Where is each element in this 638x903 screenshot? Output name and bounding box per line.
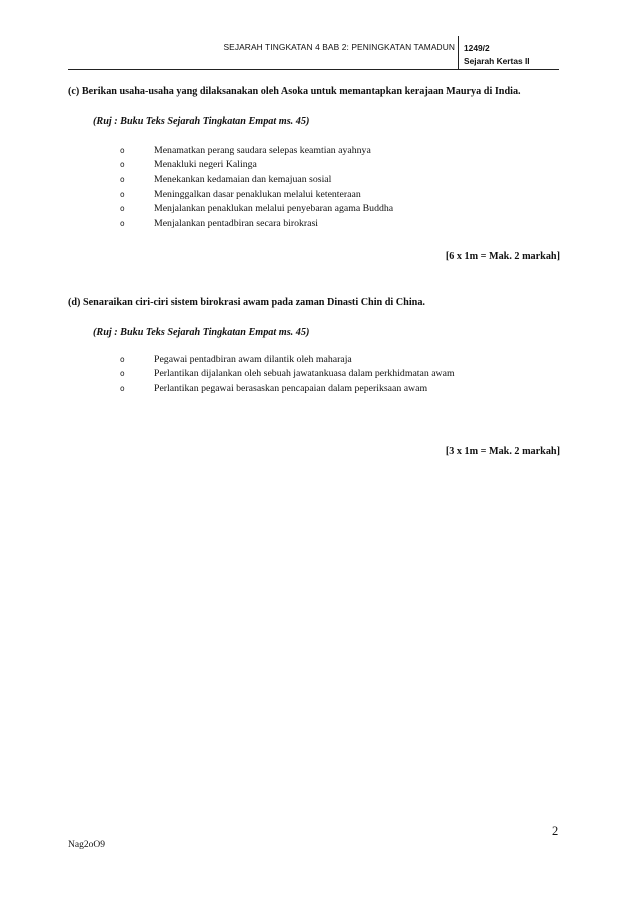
bullet-icon: o (120, 145, 125, 155)
list-item (120, 367, 455, 382)
answer-text: Menekankan kedamaian dan kemajuan sosial (154, 173, 332, 185)
bullet-icon: o (120, 383, 125, 393)
answer-text: Menjalankan pentadbiran secara birokrasi (154, 217, 319, 229)
bullet-icon: o (120, 174, 125, 184)
question-d: (d) Senaraikan ciri-ciri sistem birokrasi awam pada zaman Dinasti Chin di China. (68, 297, 425, 308)
answer-text: Meninggalkan dasar penaklukan melalui ketenteraan (154, 188, 361, 200)
marks-c: [6 x 1m = Mak. 2 markah] (445, 251, 560, 262)
answer-list-d (120, 352, 455, 396)
list-item (120, 158, 393, 173)
answer-text: Menamatkan perang saudara selepas keamtian ayahnya (154, 144, 371, 156)
footer-code: Nag2oO9 (68, 840, 105, 850)
header-divider (458, 36, 459, 69)
bullet-icon: o (120, 218, 125, 228)
header-rule (68, 69, 559, 70)
answer-text: Menjalankan penaklukan melalui penyebaran agama Buddha (154, 203, 394, 215)
bullet-icon: o (120, 354, 125, 364)
reference-d: (Ruj : Buku Teks Sejarah Tingkatan Empat ms. 45) (93, 327, 310, 338)
answer-text: Perlantikan pegawai berasaskan pencapaian dalam peperiksaan awam (154, 382, 428, 394)
answer-text: Menakluki negeri Kalinga (154, 159, 257, 171)
marks-d: [3 x 1m = Mak. 2 markah] (445, 446, 560, 457)
page-number: 2 (552, 824, 559, 838)
list-item (120, 187, 393, 202)
bullet-icon: o (120, 369, 125, 379)
paper-code: 1249/2 (464, 43, 490, 53)
bullet-icon: o (120, 204, 125, 214)
bullet-icon: o (120, 189, 125, 199)
list-item (120, 352, 455, 367)
list-item (120, 381, 455, 396)
reference-c: (Ruj : Buku Teks Sejarah Tingkatan Empat ms. 45) (93, 116, 310, 127)
list-item (120, 201, 393, 216)
list-item (120, 172, 393, 187)
list-item (120, 216, 393, 231)
answer-list-c (120, 143, 393, 231)
list-item (120, 143, 393, 158)
header-code-block (464, 42, 530, 68)
answer-text: Pegawai pentadbiran awam dilantik oleh maharaja (154, 353, 352, 365)
answer-text: Perlantikan dijalankan oleh sebuah jawatankuasa dalam perkhidmatan awam (154, 368, 455, 380)
question-c: (c) Berikan usaha-usaha yang dilaksanakan oleh Asoka untuk memantapkan kerajaan Maurya di India. (68, 86, 521, 97)
header-title: SEJARAH TINGKATAN 4 BAB 2: PENINGKATAN TAMADUN (223, 42, 455, 52)
paper-name: Sejarah Kertas II (464, 56, 530, 66)
bullet-icon: o (120, 160, 125, 170)
